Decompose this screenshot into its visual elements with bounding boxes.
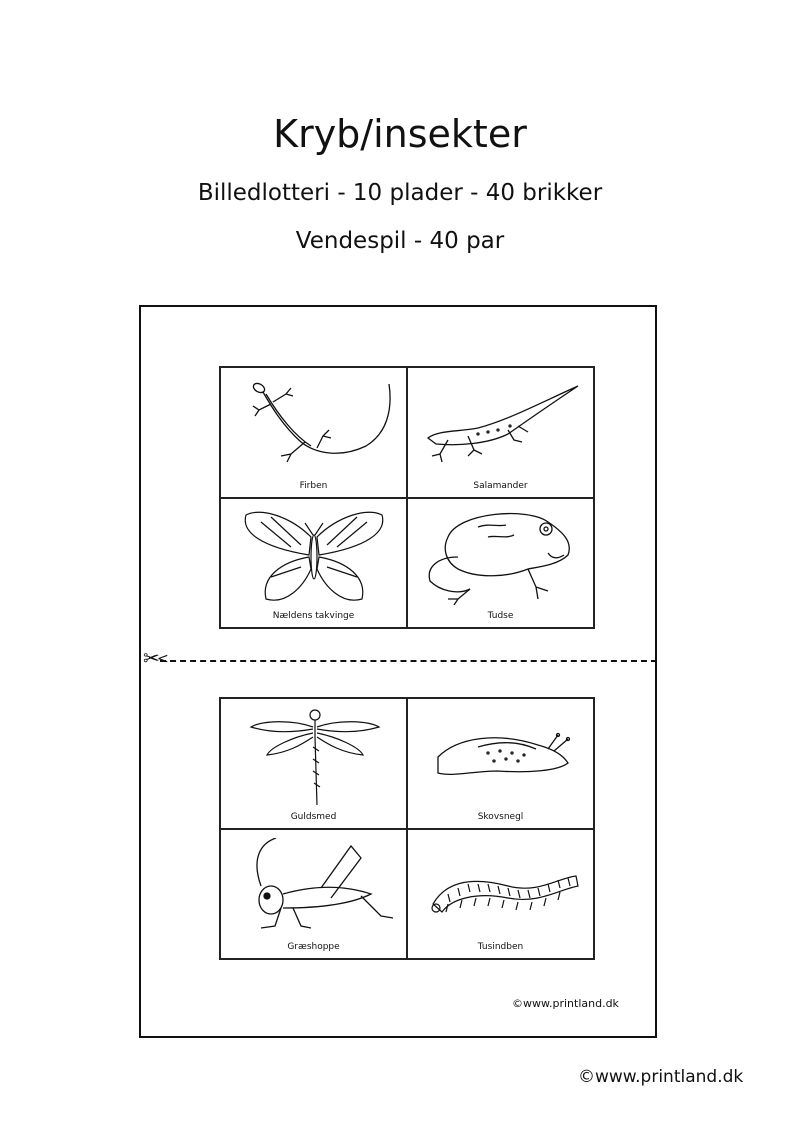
card-label: Skovsnegl [477,811,524,822]
card-grid-top [219,366,595,629]
butterfly-icon [231,507,397,605]
page-title: Kryb/insekter [273,112,527,156]
card-label: Tudse [487,611,514,621]
subtitle-vendespil: Vendespil - 40 par [295,228,505,254]
card-tusindben [407,829,594,960]
card-naeldens-takvinge [220,498,407,629]
dragonfly-icon [231,707,397,805]
card-firben [220,367,407,498]
card-label: Nældens takvinge [272,611,355,621]
card-label: Tusindben [477,942,524,952]
arrow-left-icon: < [157,651,169,667]
card-grid-bottom [219,697,595,960]
cut-line [160,660,657,662]
card-tudse [407,498,594,629]
slug-icon [418,707,584,805]
card-label: Salamander [473,480,528,491]
salamander-icon [418,376,584,474]
card-guldsmed [220,698,407,829]
grasshopper-icon [231,838,397,936]
millipede-icon [418,838,584,936]
page-copyright: ©www.printland.dk [578,1067,744,1087]
card-label: Firben [299,480,328,491]
card-graeshoppe [220,829,407,960]
scissors-icon: ✂ [143,646,160,670]
card-skovsnegl [407,698,594,829]
inner-copyright: ©www.printland.dk [512,997,619,1010]
subtitle-lotteri: Billedlotteri - 10 plader - 40 brikker [197,180,603,206]
card-salamander [407,367,594,498]
toad-icon [418,507,584,605]
card-label: Græshoppe [287,942,340,952]
card-label: Guldsmed [290,811,337,822]
lizard-icon [231,376,397,474]
